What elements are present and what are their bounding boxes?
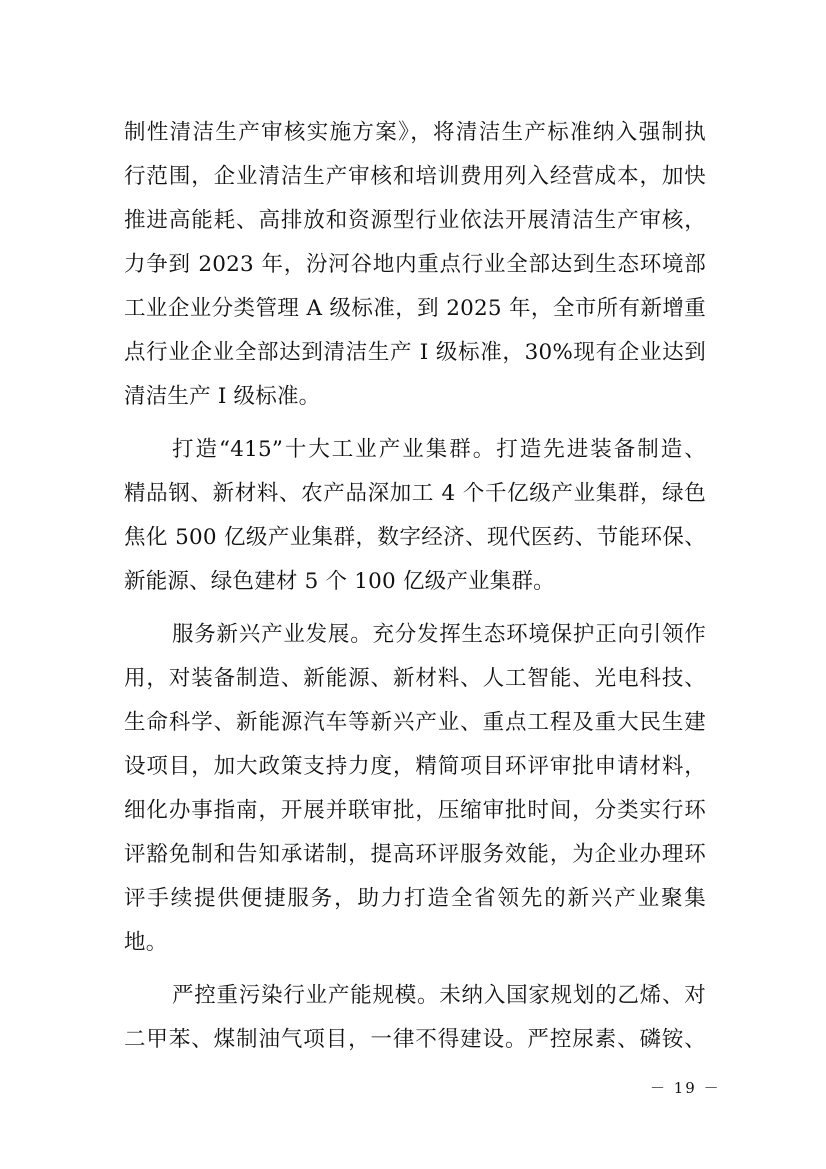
text-line: 清洁生产 I 级标准。 xyxy=(124,384,321,409)
text-line: 点行业企业全部达到清洁生产 I 级标准，30%现有企业达到 xyxy=(124,340,706,365)
text-line: 精品钢、新材料、农产品深加工 4 个千亿级产业集群，绿色 xyxy=(124,481,706,506)
text-line: 二甲苯、煤制油气项目，一律不得建设。严控尿素、磷铵、 xyxy=(124,1027,706,1052)
text-line: 推进高能耗、高排放和资源型行业依法开展清洁生产审核， xyxy=(124,208,706,233)
text-line: 评手续提供便捷服务，助力打造全省领先的新兴产业聚集 xyxy=(124,886,706,911)
text-line: 评豁免制和告知承诺制，提高环评服务效能，为企业办理环 xyxy=(124,842,706,867)
text-line: 地。 xyxy=(124,930,168,955)
page-number: － 19 － xyxy=(650,1079,721,1097)
text-line: 新能源、绿色建材 5 个 100 亿级产业集群。 xyxy=(124,569,555,594)
text-line: 设项目，加大政策支持力度，精简项目环评审批申请材料， xyxy=(124,754,706,779)
text-line: 力争到 2023 年，汾河谷地内重点行业全部达到生态环境部 xyxy=(124,252,706,277)
paragraph-heading-line: 服务新兴产业发展。充分发挥生态环境保护正向引领作 xyxy=(172,622,706,647)
text-line: 制性清洁生产审核实施方案》，将清洁生产标准纳入强制执 xyxy=(124,120,706,145)
paragraph-heading-line: 严控重污染行业产能规模。未纳入国家规划的乙烯、对 xyxy=(172,983,706,1008)
paragraph-heading-line: 打造“415”十大工业产业集群。打造先进装备制造、 xyxy=(172,437,706,462)
text-line: 工业企业分类管理 A 级标准，到 2025 年，全市所有新增重 xyxy=(124,296,706,321)
text-line: 焦化 500 亿级产业集群，数字经济、现代医药、节能环保、 xyxy=(124,525,706,550)
text-line: 细化办事指南，开展并联审批，压缩审批时间，分类实行环 xyxy=(124,798,706,823)
text-line: 生命科学、新能源汽车等新兴产业、重点工程及重大民生建 xyxy=(124,710,706,735)
text-line: 行范围，企业清洁生产审核和培训费用列入经营成本，加快 xyxy=(124,164,706,189)
text-line: 用，对装备制造、新能源、新材料、人工智能、光电科技、 xyxy=(124,666,706,691)
